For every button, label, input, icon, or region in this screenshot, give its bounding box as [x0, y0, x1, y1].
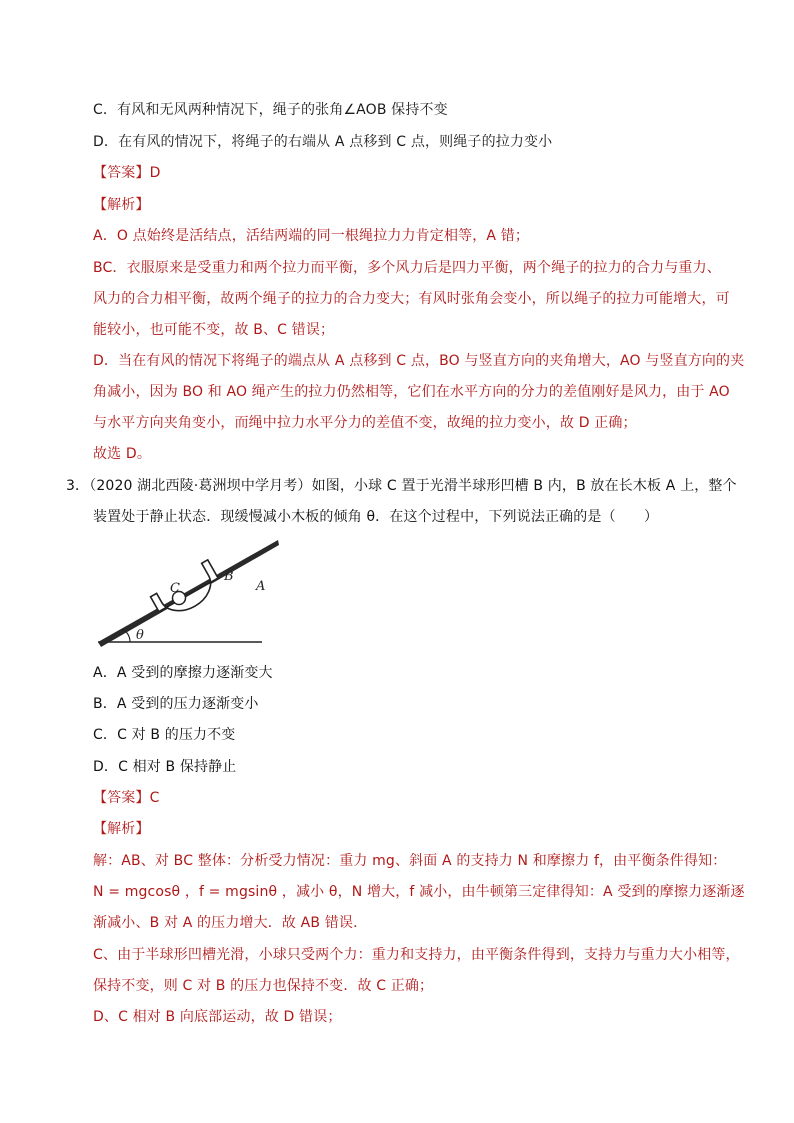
- q3-option-a: A．A 受到的摩擦力逐渐变大: [93, 665, 273, 681]
- hemisphere-groove: [149, 560, 225, 623]
- label-b: B: [224, 569, 234, 584]
- answer-label-2: 【答案】C: [93, 790, 160, 806]
- analysis-text-a: A．O 点始终是活结点，活结两端的同一根绳拉力力肯定相等，A 错；: [93, 228, 530, 244]
- label-a: A: [256, 579, 266, 594]
- incline-diagram: [96, 538, 286, 656]
- analysis-label: 【解析】: [93, 197, 150, 213]
- solution-line-3: 渐减小、B 对 A 的压力增大．故 AB 错误．: [93, 915, 368, 931]
- analysis-text-bc-1: BC．衣服原来是受重力和两个拉力而平衡，多个风力后是四力平衡，两个绳子的拉力的合力与重力、: [93, 260, 721, 276]
- label-c: C: [170, 581, 180, 596]
- label-theta: θ: [136, 628, 144, 643]
- answer-label: 【答案】D: [93, 165, 161, 181]
- question-3-line-1: 3．（2020 湖北西陵·葛洲坝中学月考）如图，小球 C 置于光滑半球形凹槽 B 内，B 放在长木板 A 上，整个: [66, 478, 737, 494]
- q3-option-d: D．C 相对 B 保持静止: [93, 759, 237, 775]
- solution-line-4: C、由于半球形凹槽光滑，小球只受两个力：重力和支持力，由平衡条件得到，支持力与重力大小相等，: [93, 947, 740, 963]
- solution-line-1: 解：AB、对 BC 整体：分析受力情况：重力 mg、斜面 A 的支持力 N 和摩擦力 f，由平衡条件得知：: [93, 853, 727, 869]
- solution-line-6: D、C 相对 B 向底部运动，故 D 错误；: [93, 1009, 342, 1025]
- analysis-text-bc-2: 风力的合力相平衡，故两个绳子的拉力的合力变大；有风时张角会变小，所以绳子的拉力可能增大，可: [93, 291, 730, 307]
- option-c-line: C．有风和无风两种情况下，绳子的张角∠AOB 保持不变: [93, 102, 448, 118]
- solution-line-5: 保持不变，则 C 对 B 的压力也保持不变．故 C 正确；: [93, 978, 434, 994]
- q3-option-c: C．C 对 B 的压力不变: [93, 727, 236, 743]
- question-3-line-2: 装置处于静止状态．现缓慢减小木板的倾角 θ．在这个过程中，下列说法正确的是（ ）: [93, 509, 659, 525]
- analysis-label-2: 【解析】: [93, 821, 150, 837]
- option-d-line: D．在有风的情况下，将绳子的右端从 A 点移到 C 点，则绳子的拉力变小: [93, 134, 553, 150]
- analysis-text-d-2: 角减小，因为 BO 和 AO 绳产生的拉力仍然相等，它们在水平方向的分力的差值刚好是风力，由于 AO: [93, 384, 730, 400]
- analysis-text-d-1: D．当在有风的情况下将绳子的端点从 A 点移到 C 点，BO 与竖直方向的夹角增大，AO 与竖直方向的夹: [93, 353, 745, 369]
- analysis-text-d-3: 与水平方向夹角变小，而绳中拉力水平分力的差值不变，故绳的拉力变小，故 D 正确；: [93, 415, 637, 431]
- analysis-conclusion: 故选 D。: [93, 446, 151, 462]
- analysis-text-bc-3: 能较小，也可能不变，故 B、C 错误；: [93, 322, 335, 338]
- q3-option-b: B．A 受到的压力逐渐变小: [93, 696, 259, 712]
- solution-line-2: N = mgcosθ ，f = mgsinθ ，减小 θ，N 增大，f 减小，由牛顿第三定律得知：A 受到的摩擦力逐渐逐: [93, 884, 745, 900]
